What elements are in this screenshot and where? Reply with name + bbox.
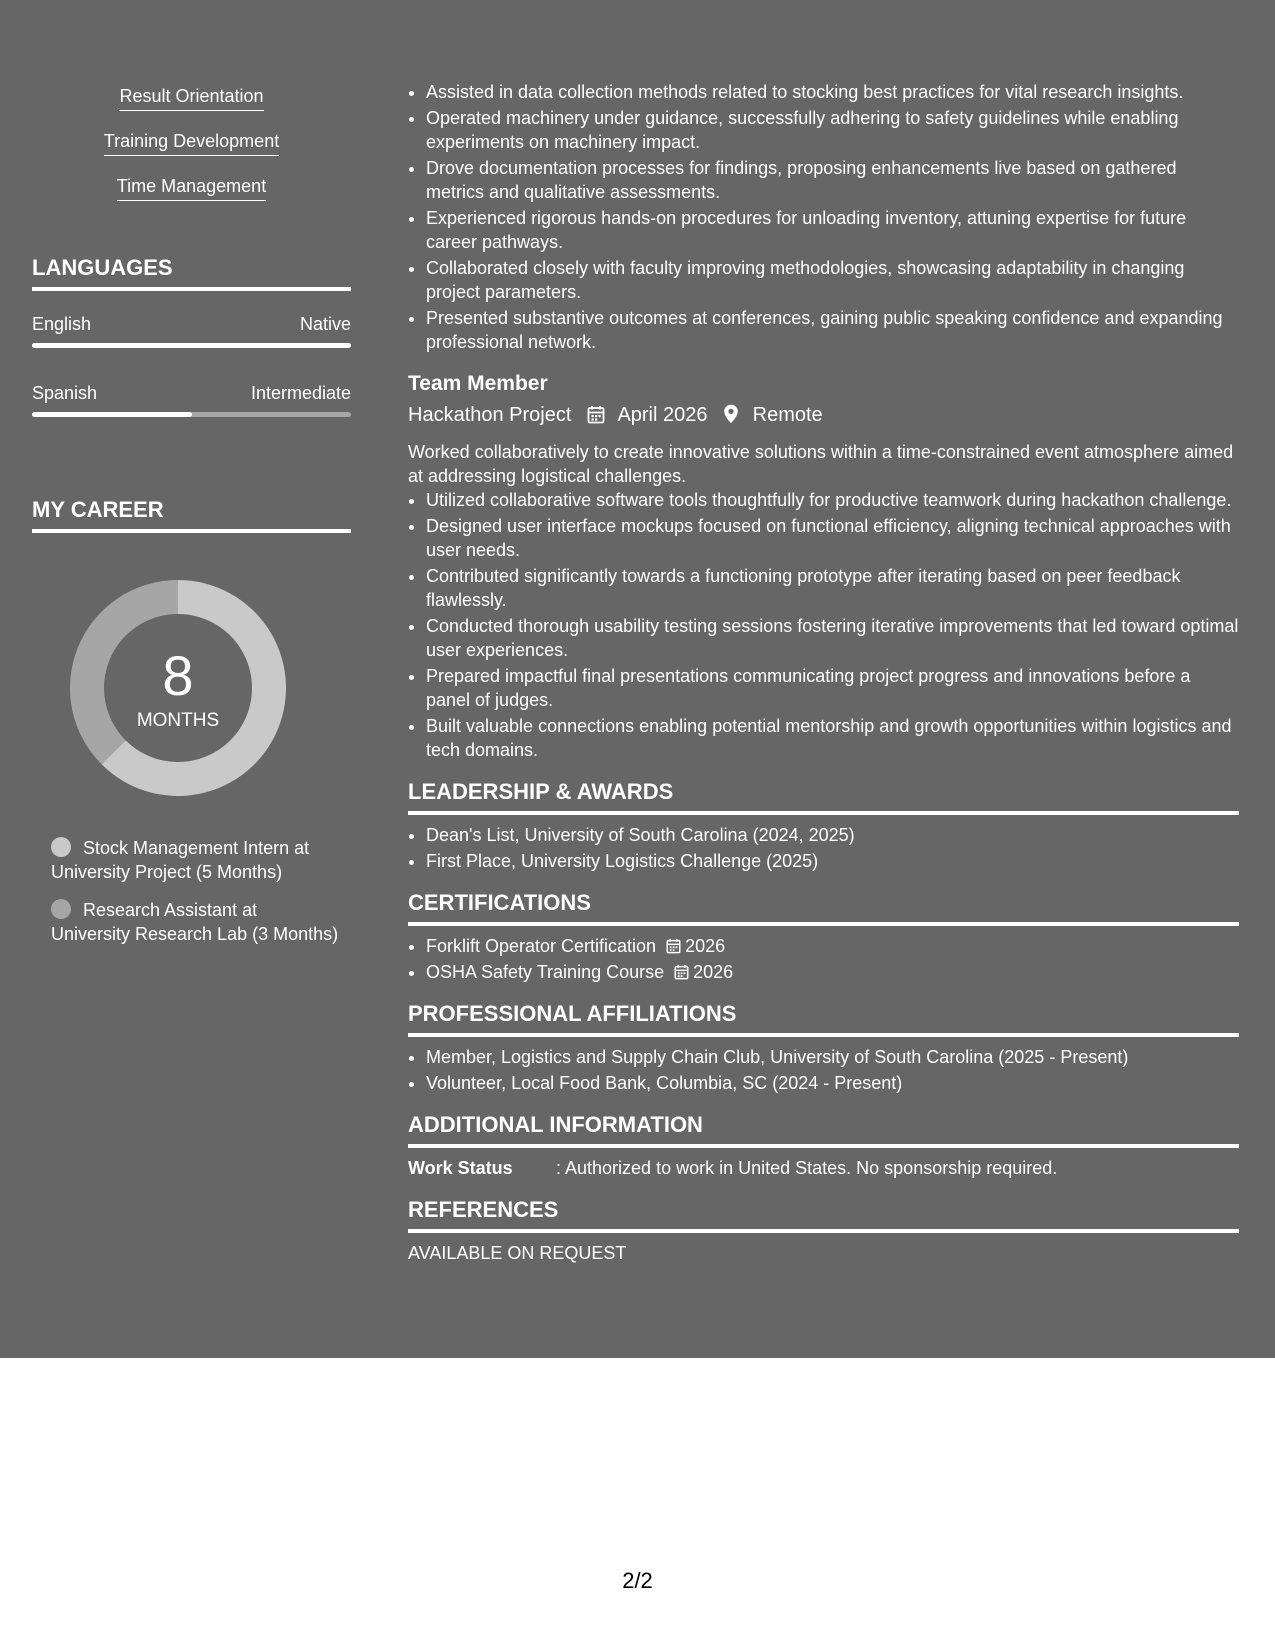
list-item <box>426 934 1239 958</box>
page-number: 2/2 <box>622 1568 653 1593</box>
language-level: Intermediate <box>250 383 351 403</box>
job-location: Remote <box>752 404 823 426</box>
list-item: • Conducted thorough usability testing sessions fostering iterative improvements that led toward optimal user experiences. <box>426 614 1239 662</box>
career-total-unit: MONTHS <box>136 710 220 731</box>
career-donut-chart <box>66 576 290 800</box>
previous-job-bullets <box>408 80 1239 354</box>
career-heading: MY CAREER <box>32 497 351 533</box>
work-status-row <box>408 1156 1239 1180</box>
list-item: • Volunteer, Local Food Bank, Columbia, SC (2024 - Present) <box>426 1071 1239 1095</box>
language-bar <box>32 412 351 417</box>
list-item: • Assisted in data collection methods related to stocking best practices for vital research insights. <box>426 80 1239 104</box>
legend-dot <box>51 837 71 857</box>
certifications-heading: CERTIFICATIONS <box>408 889 1239 926</box>
work-status-value: : Authorized to work in United States. No sponsorship required. <box>556 1158 1058 1178</box>
references-heading: REFERENCES <box>408 1196 1239 1233</box>
skill-item: Training Development <box>32 131 351 156</box>
list-item: • Collaborated closely with faculty improving methodologies, showcasing adaptability in changing project parameters. <box>426 256 1239 304</box>
list-item: • Drove documentation processes for findings, proposing enhancements live based on gathered metrics and qualitative assessments. <box>426 156 1239 204</box>
career-legend-label: Research Assistant at University Research Lab (3 Months) <box>51 900 339 944</box>
languages-heading: LANGUAGES <box>32 255 351 291</box>
language-bar <box>32 343 351 348</box>
list-item <box>426 960 1239 984</box>
certification-name: OSHA Safety Training Course <box>426 962 665 982</box>
list-item: • Utilized collaborative software tools thoughtfully for productive teamwork during hackathon challenge. <box>426 488 1239 512</box>
affiliations-heading: PROFESSIONAL AFFILIATIONS <box>408 1000 1239 1037</box>
career-total-value: 8 <box>162 644 194 707</box>
legend-dot <box>51 899 71 919</box>
job-title: Team Member <box>408 372 548 395</box>
skill-item: Time Management <box>32 176 351 201</box>
leadership-list <box>408 823 1239 873</box>
job-summary: Worked collaboratively to create innovative solutions within a time-constrained event atmosphere aimed at addressing logistical challenges. <box>408 442 1234 486</box>
certifications-list <box>408 934 1239 984</box>
list-item: • First Place, University Logistics Challenge (2025) <box>426 849 1239 873</box>
list-item: • Experienced rigorous hands-on procedures for unloading inventory, attuning expertise for future career pathways. <box>426 206 1239 254</box>
list-item: • Member, Logistics and Supply Chain Club, University of South Carolina (2025 - Present) <box>426 1045 1239 1069</box>
certification-year: 2026 <box>693 962 734 982</box>
calendar-icon <box>666 938 681 954</box>
list-item: • Designed user interface mockups focused on functional efficiency, aligning technical approaches with user needs. <box>426 514 1239 562</box>
list-item: • Built valuable connections enabling potential mentorship and growth opportunities within logistics and tech domains. <box>426 714 1239 762</box>
career-legend-label: Stock Management Intern at University Project (5 Months) <box>51 838 310 882</box>
list-item: • Dean's List, University of South Carolina (2024, 2025) <box>426 823 1239 847</box>
certification-date <box>666 936 725 956</box>
language-name: English <box>32 314 92 334</box>
certification-name: Forklift Operator Certification <box>426 936 657 956</box>
language-bar-fill <box>32 412 192 417</box>
career-legend-item <box>51 836 341 884</box>
language-level: Native <box>299 314 351 334</box>
list-item: • Operated machinery under guidance, successfully adhering to safety guidelines while enabling experiments on machinery impact. <box>426 106 1239 154</box>
additional-info-heading: ADDITIONAL INFORMATION <box>408 1111 1239 1148</box>
job-date: April 2026 <box>617 404 708 426</box>
language-name: Spanish <box>32 383 98 403</box>
references-text: AVAILABLE ON REQUEST <box>408 1243 627 1263</box>
list-item: • Contributed significantly towards a functioning prototype after iterating based on peer feedback flawlessly. <box>426 564 1239 612</box>
map-pin-icon <box>723 404 739 432</box>
list-item: • Presented substantive outcomes at conferences, gaining public speaking confidence and expanding professional network. <box>426 306 1239 354</box>
certification-date <box>674 962 733 982</box>
affiliations-list <box>408 1045 1239 1095</box>
right-column <box>408 80 1239 1265</box>
list-item: • Prepared impactful final presentations communicating project progress and innovations before a panel of judges. <box>426 664 1239 712</box>
job-bullets <box>408 488 1239 762</box>
job-meta <box>408 401 1239 432</box>
career-legend-item <box>51 898 341 946</box>
certification-year: 2026 <box>685 936 726 956</box>
work-status-label: Work Status <box>408 1158 513 1178</box>
calendar-icon <box>587 404 605 432</box>
calendar-icon <box>674 964 689 980</box>
leadership-heading: LEADERSHIP & AWARDS <box>408 778 1239 815</box>
job-organization: Hackathon Project <box>408 404 572 426</box>
skill-item: Result Orientation <box>32 86 351 111</box>
language-bar-fill <box>32 343 351 348</box>
